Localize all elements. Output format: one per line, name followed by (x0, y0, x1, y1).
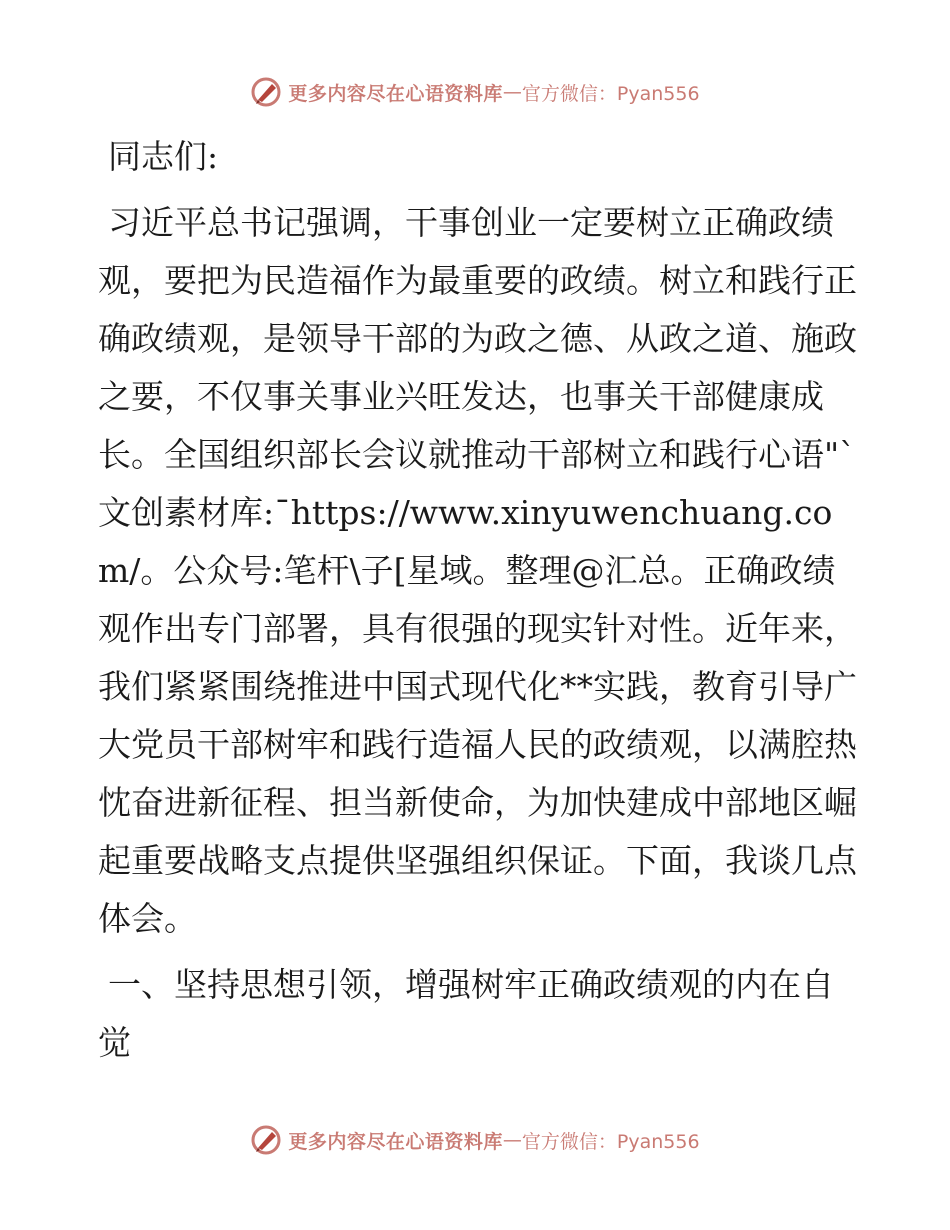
watermark-separator: — (502, 1129, 522, 1151)
pen-logo-icon (250, 76, 282, 108)
body-paragraph: 习近平总书记强调，干事创业一定要树立正确政绩观，要把为民造福作为最重要的政绩。树立和践行正确政绩观，是领导干部的为政之德、从政之道、施政之要，不仅事关事业兴旺发达，也事关干部健康成长。全国组织部长会议就推动干部树立和践行心语"`文创素材库:¯https://www.xinyuwenchuang.com/。公众号:笔杆\子[星域。整理@汇总。正确政绩观作出专门部署，具有很强的现实针对性。近年来，我们紧紧围绕推进中国式现代化**实践，教育引导广大党员干部树牢和践行造福人民的政绩观，以满腔热忱奋进新征程、担当新使命，为加快建成中部地区崛起重要战略支点提供坚强组织保证。下面，我谈几点体会。 (98, 203, 857, 938)
watermark-contact: 官方微信：Pyan556 (521, 82, 700, 105)
pen-logo-icon (250, 1124, 282, 1156)
header-watermark (0, 72, 950, 112)
watermark-text: 更多内容尽在心语资料库 (288, 1130, 503, 1153)
section-heading: 一、坚持思想引领，增强树牢正确政绩观的内在自觉 (98, 965, 834, 1062)
document-body (98, 120, 858, 1072)
footer-watermark (0, 1120, 950, 1160)
watermark-separator: — (502, 81, 522, 103)
salutation: 同志们: (108, 137, 219, 176)
watermark-text: 更多内容尽在心语资料库 (288, 82, 503, 105)
watermark-contact: 官方微信：Pyan556 (521, 1130, 700, 1153)
